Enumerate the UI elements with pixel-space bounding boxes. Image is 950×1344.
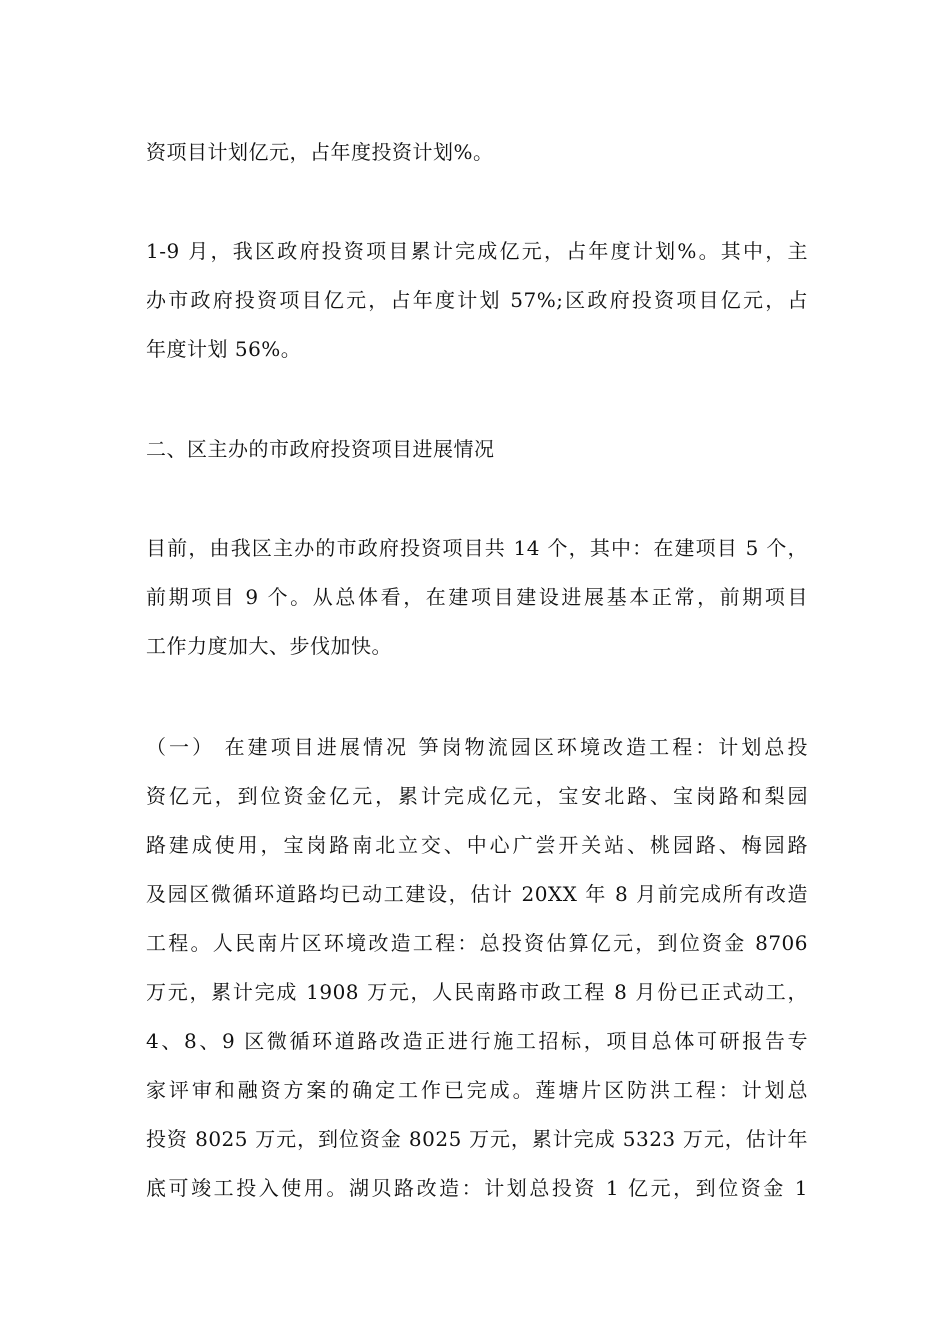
paragraph-investment-plan: [146, 128, 808, 177]
text-line: 工作力度加大、步伐加快。: [146, 634, 392, 658]
text-line: 及园区微循环道路均已动工建设，估计 20XX 年 8 月前完成所有改造: [146, 882, 808, 906]
text-line: 家评审和融资方案的确定工作已完成。莲塘片区防洪工程：计划总: [146, 1078, 808, 1102]
text-line: 底可竣工投入使用。湖贝路改造：计划总投资 1 亿元，到位资金 1: [146, 1176, 808, 1200]
paragraph-project-details: [146, 723, 808, 1213]
text-line: 投资 8025 万元，到位资金 8025 万元，累计完成 5323 万元，估计年: [146, 1127, 808, 1151]
paragraph-progress-summary: [146, 227, 808, 374]
text-line: 年度计划 56%。: [146, 337, 302, 361]
text-line: 办市政府投资项目亿元，占年度计划 57%;区政府投资项目亿元，占: [146, 288, 808, 312]
text-line: 前期项目 9 个。从总体看，在建项目建设进展基本正常，前期项目: [146, 585, 808, 609]
text-line: 工程。人民南片区环境改造工程：总投资估算亿元，到位资金 8706: [146, 931, 808, 955]
text-line: （一） 在建项目进展情况 笋岗物流园区环境改造工程：计划总投: [146, 735, 808, 759]
text-line: 万元，累计完成 1908 万元，人民南路市政工程 8 月份已正式动工，: [146, 980, 808, 1004]
text-line: 目前，由我区主办的市政府投资项目共 14 个，其中：在建项目 5 个，: [146, 536, 808, 560]
heading-line: 二、区主办的市政府投资项目进展情况: [146, 437, 495, 461]
text-line: 路建成使用，宝岗路南北立交、中心广尝开关站、桃园路、梅园路: [146, 833, 808, 857]
paragraph-overview: [146, 524, 808, 671]
text-line: 资亿元，到位资金亿元，累计完成亿元，宝安北路、宝岗路和梨园: [146, 784, 808, 808]
section-heading: [146, 425, 808, 474]
text-line: 资项目计划亿元，占年度投资计划%。: [146, 140, 494, 164]
text-line: 1-9 月，我区政府投资项目累计完成亿元，占年度计划%。其中，主: [146, 239, 808, 263]
text-line: 4、8、9 区微循环道路改造正进行施工招标，项目总体可研报告专: [146, 1029, 808, 1053]
